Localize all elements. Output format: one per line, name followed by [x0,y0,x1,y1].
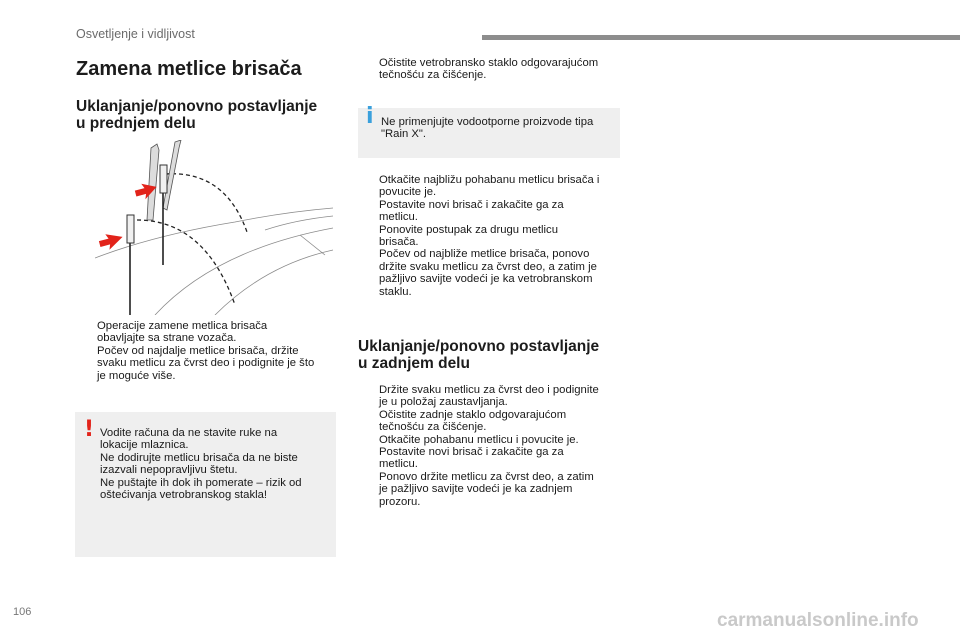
list-item: Ponovite postupak za drugu metlicu brisača. [379,223,558,249]
list-item: Ponovo držite metlicu za čvrst deo, a zatim je pažljivo savijte vodeći je ka zadnjem prozoru. [379,470,594,508]
section-title: Osvetljenje i vidljivost [76,27,195,41]
page-number: 106 [13,606,32,618]
info-icon: i [366,104,374,129]
front-steps-left [76,320,326,382]
front-heading-line1: Uklanjanje/ponovno postavljanje [76,98,318,115]
rear-steps [358,384,628,508]
list-item: Očistite vetrobransko staklo odgovarajućom tečnošću za čišćenje. [379,57,599,82]
warning-icon: ! [84,417,95,442]
front-heading-line2: u prednjem delu [76,115,196,132]
watermark: carmanualsonline.info [717,610,919,631]
list-item: Držite svaku metlicu za čvrst deo i podignite je u položaj zaustavljanja. [379,384,599,409]
list-item: Postavite novi brisač i zakačite ga za metlicu. [379,446,564,471]
front-steps-right-top [358,57,628,82]
wiper-illustration [95,140,335,315]
rear-heading [358,338,599,372]
front-heading [76,98,317,132]
rear-heading-line2: u zadnjem delu [358,355,470,372]
info-note: i Ne primenjujte vodootporne proizvode tipa "Rain X". [358,108,620,158]
page-title: Zamena metlice brisača [76,58,302,80]
header-rule [482,35,960,40]
list-item: Počev od najbliže metlice brisača, ponovo držite svaku metlicu za čvrst deo, a zatim je pažljivo savijte vodeći je ka vetrobranskom staklu. [379,248,597,298]
list-item: Operacije zamene metlica brisača obavljajte sa strane vozača. [97,320,268,345]
list-item: Počev od najdalje metlice brisača, držite svaku metlicu za čvrst deo i podignite je što je moguće više. [97,344,315,382]
list-item: Očistite zadnje staklo odgovarajućom tečnošću za čišćenje. [379,408,567,434]
warning-note: ! Vodite računa da ne stavite ruke na lokacije mlaznica. Ne dodirujte metlicu brisača da ne biste izazvali nepopravljivu štetu. Ne puštajte ih dok ih pomerate – rizik od oštećivanja vetrobranskog stakla! [75,412,336,557]
list-item: Otkačite najbližu pohabanu metlicu brisača i povucite je. [379,174,600,199]
rear-heading-line1: Uklanjanje/ponovno postavljanje [358,338,600,355]
front-steps-right [358,174,628,298]
list-item: Postavite novi brisač i zakačite ga za metlicu. [379,198,564,224]
list-item: Otkačite pohabanu metlicu i povucite je. [379,433,579,446]
